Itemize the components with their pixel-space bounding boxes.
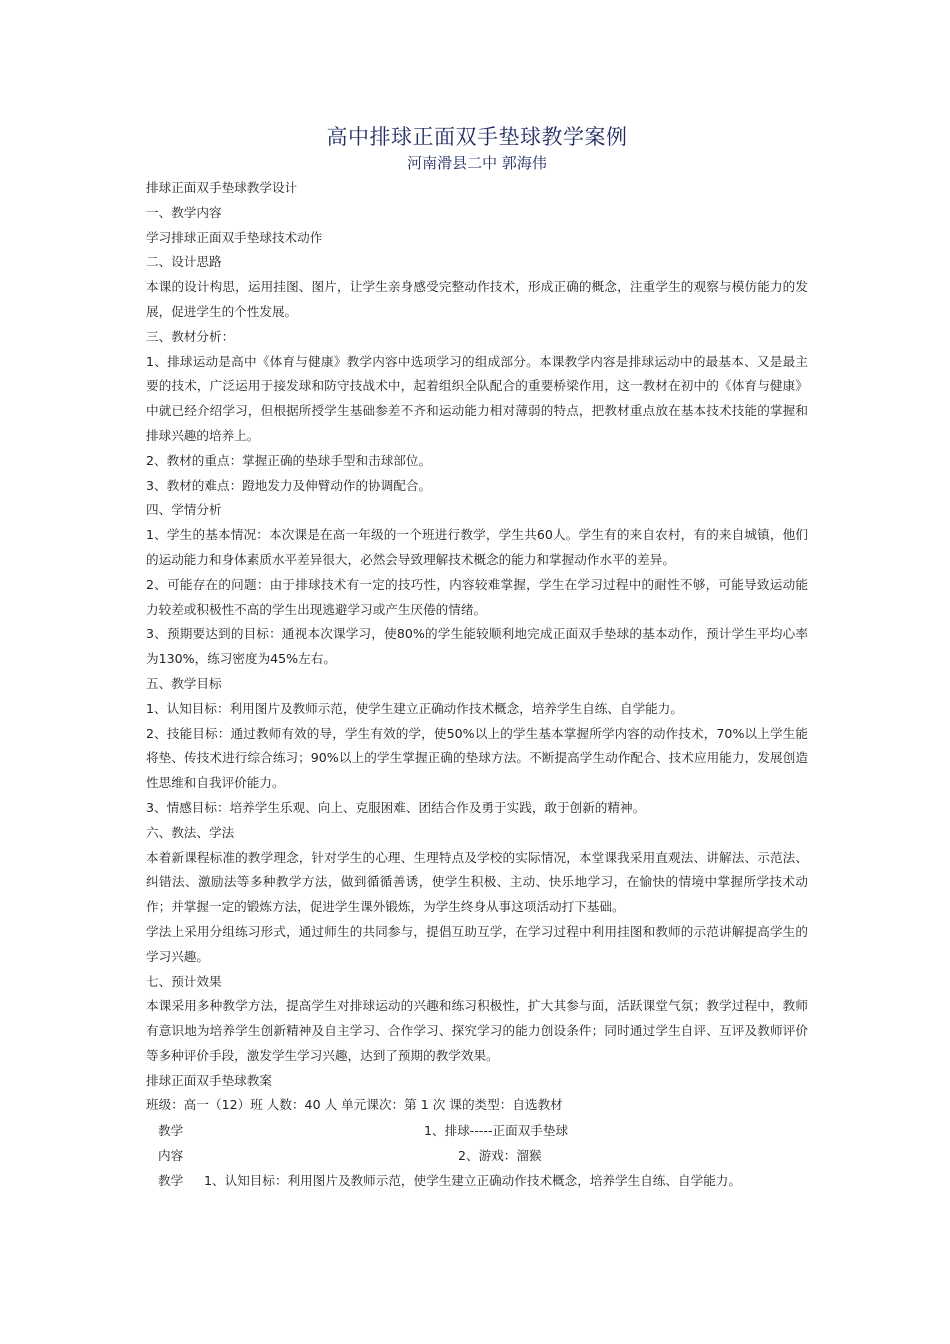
paragraph: 学法上采用分组练习形式，通过师生的共同参与，提倡互助互学，在学习过程中利用挂图和教师的示范讲解提高学生的学习兴趣。: [146, 923, 808, 964]
paragraph: 本课的设计构思，运用挂图、图片，让学生亲身感受完整动作技术，形成正确的概念，注重学生的观察与模仿能力的发展，促进学生的个性发展。: [146, 279, 808, 319]
text-line: 七、预计效果: [146, 973, 222, 989]
document-body: [146, 176, 808, 1118]
table-row-label: 内容: [158, 1148, 184, 1164]
paragraph: 本课采用多种教学方法，提高学生对排球运动的兴趣和练习积极性，扩大其参与面，活跃课堂气氛；教学过程中，教师有意识地为培养学生创新精神及自主学习、合作学习、探究学习的能力创设条件；同时通过学生自评、互评及教师评价等多种评价手段，激发学生学习兴趣，达到了预期的教学效果。: [146, 998, 808, 1063]
table-row-value: 1、认知目标：利用图片及教师示范，使学生建立正确动作技术概念，培养学生自练、自学能力。: [204, 1173, 741, 1189]
table-row: [146, 1168, 808, 1193]
text-line: 学习排球正面双手垫球技术动作: [146, 229, 323, 245]
table-row: [146, 1143, 808, 1168]
text-line: 一、教学内容: [146, 204, 222, 220]
text-line: 排球正面双手垫球教学设计: [146, 180, 298, 195]
document-title: 高中排球正面双手垫球教学案例: [326, 125, 628, 149]
lesson-table: [146, 1118, 808, 1193]
paragraph: 2、技能目标：通过教师有效的导，学生有效的学，使50%以上的学生基本掌握所学内容的动作技术，70%以上学生能将垫、传技术进行综合练习；90%以上的学生掌握正确的垫球方法。不断提高学生动作配合、技术应用能力，发展创造性思维和自我评价能力。: [146, 725, 808, 791]
text-line: 1、认知目标：利用图片及教师示范，使学生建立正确动作技术概念，培养学生自练、自学能力。: [146, 700, 683, 716]
text-line: 班级：高一（12）班 人数：40 人 单元课次：第 1 次 课的类型：自选教材: [146, 1097, 563, 1113]
document-page: [146, 122, 808, 1193]
text-line: 排球正面双手垫球教案: [146, 1072, 272, 1088]
paragraph: 1、学生的基本情况：本次课是在高一年级的一个班进行教学，学生共60人。学生有的来自农村，有的来自城镇，他们的运动能力和身体素质水平差异很大，必然会导致理解技术概念的能力和掌握动作水平的差异。: [146, 527, 808, 567]
text-line: 四、学情分析: [146, 502, 222, 518]
table-row-label: 教学: [158, 1123, 184, 1139]
table-row: [146, 1118, 808, 1143]
table-row-value: 1、排球-----正面双手垫球: [424, 1123, 569, 1139]
document-author: 河南滑县二中 郭海伟: [407, 154, 547, 172]
paragraph: 2、可能存在的问题：由于排球技术有一定的技巧性，内容较难掌握，学生在学习过程中的耐性不够，可能导致运动能力较差或积极性不高的学生出现逃避学习或产生厌倦的情绪。: [146, 576, 808, 617]
text-line: 3、情感目标：培养学生乐观、向上、克服困难、团结合作及勇于实践，敢于创新的精神。: [146, 799, 646, 815]
table-row-label: 教学: [158, 1173, 184, 1189]
table-row-value: 2、游戏：溜猴: [458, 1148, 542, 1164]
text-line: 三、教材分析：: [146, 328, 235, 344]
text-line: 五、教学目标: [146, 675, 222, 691]
text-line: 3、教材的难点：蹬地发力及伸臂动作的协调配合。: [146, 477, 432, 493]
paragraph: 3、预期要达到的目标：通视本次课学习，使80%的学生能较顺利地完成正面双手垫球的基本动作，预计学生平均心率为130%，练习密度为45%左右。: [146, 626, 808, 667]
text-line: 二、设计思路: [146, 254, 222, 270]
paragraph: 1、排球运动是高中《体育与健康》教学内容中选项学习的组成部分。本课教学内容是排球运动中的最基本、又是最主要的技术，广泛运用于接发球和防守技战术中，起着组织全队配合的重要桥梁作用，这一教材在初中的《体育与健康》中就已经介绍学习，但根据所授学生基础参差不齐和运动能力相对薄弱的特点，把教材重点放在基本技术技能的掌握和排球兴趣的培养上。: [146, 353, 808, 443]
paragraph: 本着新课程标准的教学理念，针对学生的心理、生理特点及学校的实际情况，本堂课我采用直观法、讲解法、示范法、纠错法、激励法等多种教学方法，做到循循善诱，使学生积极、主动、快乐地学习，在愉快的情境中掌握所学技术动作；并掌握一定的锻炼方法，促进学生课外锻炼，为学生终身从事这项活动打下基础。: [146, 849, 808, 915]
text-line: 六、教法、学法: [146, 824, 235, 840]
text-line: 2、教材的重点：掌握正确的垫球手型和击球部位。: [146, 452, 432, 468]
